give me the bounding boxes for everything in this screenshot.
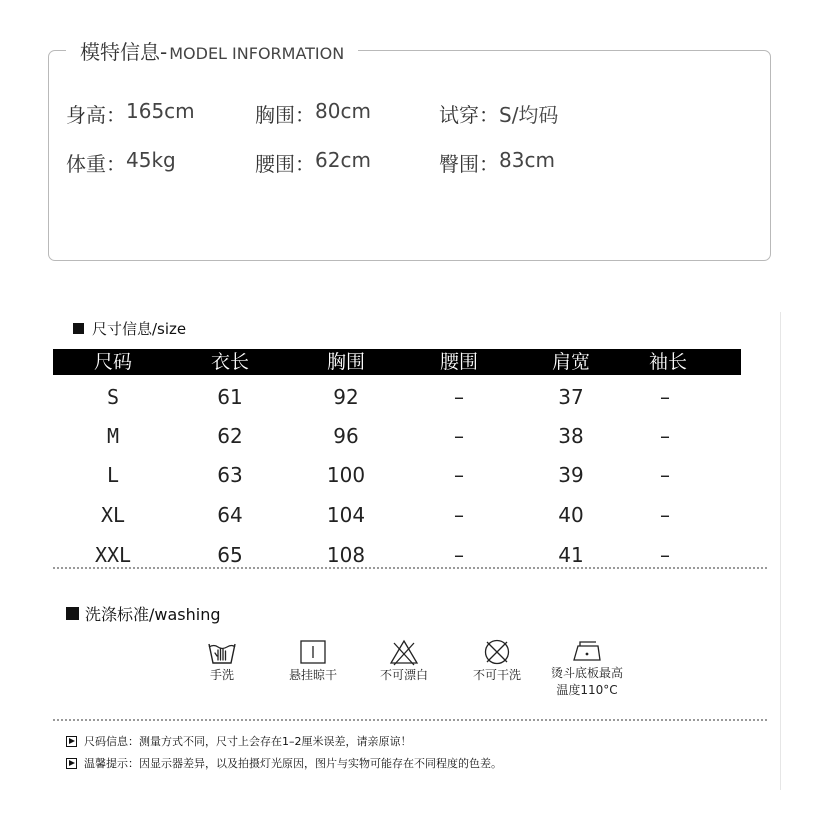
no-bleach-label: 不可漂白 (379, 668, 429, 682)
table-cell: 96 (333, 424, 359, 448)
table-cell: 104 (326, 503, 366, 527)
note-text: 尺码信息：测量方式不同，尺寸上会存在1–2厘米误差，请亲原谅！ (84, 735, 412, 748)
table-cell: 41 (558, 543, 584, 567)
no-dry-clean-icon (482, 638, 512, 666)
square-bullet-icon (66, 607, 79, 620)
header-cell: 肩宽 (551, 351, 591, 373)
field-label: 身高： (66, 103, 126, 127)
play-triangle-icon (66, 758, 77, 769)
iron-label-line2: 温度110°C (556, 683, 618, 697)
dotted-divider (53, 567, 767, 569)
iron-label-line1: 烫斗底板最高 (550, 666, 624, 680)
hand-wash-icon (206, 638, 238, 666)
iron-item (551, 638, 623, 698)
field-label: 臀围： (439, 152, 499, 176)
field-value: 80cm (315, 99, 371, 123)
header-cell: 衣长 (210, 351, 250, 373)
table-cell: 61 (217, 385, 243, 409)
table-cell: – (454, 424, 464, 448)
model-info-title (66, 36, 358, 65)
model-info-title-zh: 模特信息- (80, 40, 168, 64)
size-section-title (73, 318, 186, 339)
table-cell: – (660, 503, 670, 527)
table-cell: 65 (217, 543, 243, 567)
table-cell: L (106, 463, 120, 487)
field-label: 胸围： (255, 103, 315, 127)
model-fitting-size (439, 99, 558, 128)
table-cell: – (660, 463, 670, 487)
model-bust (255, 99, 439, 128)
no-bleach-icon (389, 638, 419, 666)
note-text: 温馨提示：因显示器差异，以及拍摄灯光原因，图片与实物可能存在不同程度的色差。 (84, 757, 502, 770)
note-color-tip (66, 755, 502, 771)
header-cell: 尺码 (93, 351, 133, 373)
hand-wash-item (206, 638, 238, 683)
dotted-divider (53, 719, 767, 721)
table-cell: – (660, 543, 670, 567)
table-cell: – (454, 543, 464, 567)
table-cell: 62 (217, 424, 243, 448)
no-dry-clean-label: 不可干洗 (472, 668, 522, 682)
table-cell: 37 (558, 385, 584, 409)
size-section-title-text: 尺寸信息/size (92, 320, 187, 338)
table-cell: – (454, 385, 464, 409)
model-info-row (66, 99, 558, 128)
header-cell: 袖长 (648, 351, 688, 373)
washing-section-title (66, 602, 221, 625)
model-waist (255, 148, 439, 177)
table-cell: – (660, 424, 670, 448)
hang-dry-icon (299, 638, 327, 666)
table-row (0, 384, 820, 410)
hang-dry-item (289, 638, 337, 683)
table-row (0, 462, 820, 488)
field-value: 83cm (499, 148, 555, 172)
table-cell: XL (100, 503, 126, 527)
table-row (0, 423, 820, 449)
note-size-info (66, 733, 412, 749)
table-row (0, 502, 820, 528)
table-cell: – (454, 463, 464, 487)
play-triangle-icon (66, 736, 77, 747)
hand-wash-label: 手洗 (209, 668, 234, 682)
table-cell: 100 (326, 463, 366, 487)
iron-icon (570, 638, 604, 664)
table-cell: XXL (94, 543, 132, 567)
model-info-row (66, 148, 555, 177)
table-cell: 108 (326, 543, 366, 567)
washing-section-title-text: 洗涤标准/washing (85, 605, 221, 624)
table-cell: – (454, 503, 464, 527)
table-cell: 92 (333, 385, 359, 409)
model-height (66, 99, 255, 128)
table-cell: M (106, 424, 120, 448)
field-value: 45kg (126, 148, 176, 172)
field-value: S/均码 (499, 103, 559, 127)
header-cell: 胸围 (326, 351, 366, 373)
table-cell: – (660, 385, 670, 409)
no-dry-clean-item (473, 638, 521, 683)
square-bullet-icon (73, 323, 84, 334)
hang-dry-label: 悬挂晾干 (288, 668, 338, 682)
model-info-title-en: MODEL INFORMATION (169, 44, 345, 63)
table-cell: 64 (217, 503, 243, 527)
model-weight (66, 148, 255, 177)
field-label: 试穿： (439, 103, 499, 127)
table-cell: 39 (558, 463, 584, 487)
table-row (0, 542, 820, 568)
field-value: 62cm (315, 148, 371, 172)
no-bleach-item (380, 638, 428, 683)
table-cell: 40 (558, 503, 584, 527)
table-cell: 38 (558, 424, 584, 448)
model-hip (439, 148, 555, 177)
field-label: 体重： (66, 152, 126, 176)
field-label: 腰围： (255, 152, 315, 176)
size-table-header (53, 349, 741, 375)
field-value: 165cm (126, 99, 195, 123)
header-cell: 腰围 (439, 351, 479, 373)
table-cell: 63 (217, 463, 243, 487)
table-cell: S (106, 385, 120, 409)
